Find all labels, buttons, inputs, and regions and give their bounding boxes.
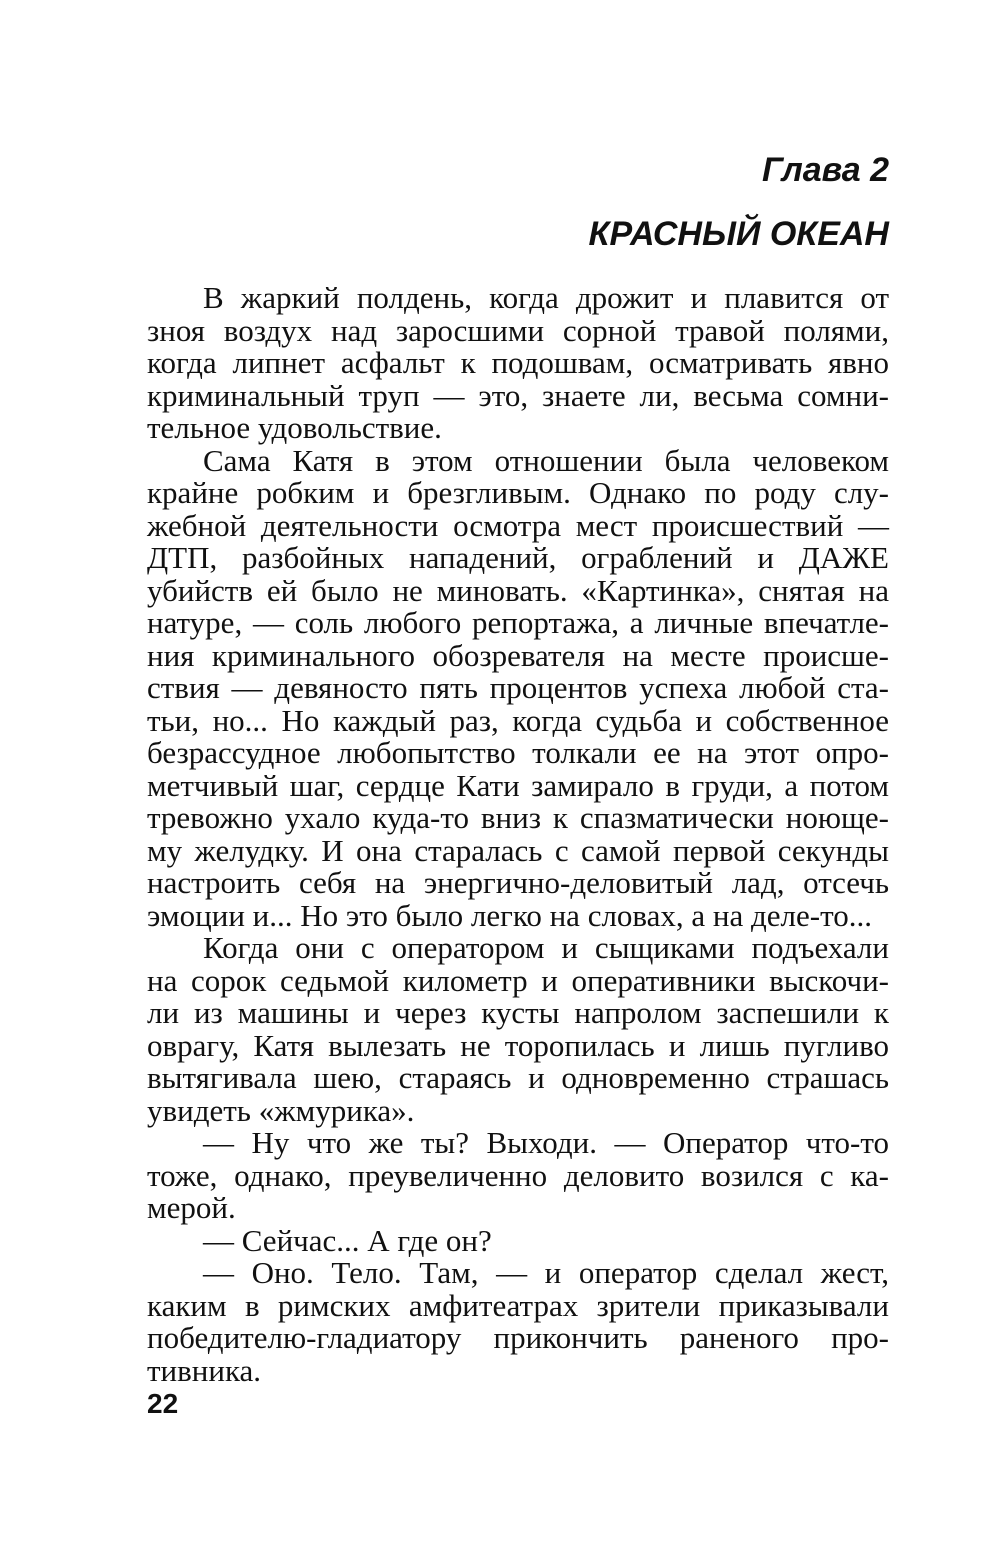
chapter-number: Глава 2 [762,151,889,189]
text-line: эмоции и... Но это было легко на словах, а на деле-то... [147,897,872,933]
page-number: 22 [147,1388,179,1419]
text-line: победителю-гладиатору прикончить раненого про- [147,1320,889,1355]
text-line: — Ну что же ты? Выходи. — Оператор что-то [203,1125,889,1160]
text-line: мерой. [147,1190,236,1225]
text-line: вытягивала шею, стараясь и одновременно страшась [147,1060,889,1095]
text-line: ли из машины и через кусты напролом заспешили к [147,995,889,1030]
text-line: безрассудное любопытство толкали ее на этот опро- [147,735,889,770]
text-line: когда липнет асфальт к подошвам, осматривать явно [147,345,889,380]
text-line: тревожно ухало куда-то вниз к спазматически ноюще- [147,800,889,835]
text-line: ствия — девяносто пять процентов успеха любой ста- [147,670,889,705]
text-line: увидеть «жмурика». [147,1092,415,1128]
chapter-title: КРАСНЫЙ ОКЕАН [588,215,889,253]
text-line: ДТП, разбойных нападений, ограблений и ДАЖЕ [147,540,889,575]
text-line: — Оно. Тело. Там, — и оператор сделал жест, [203,1255,889,1290]
text-line: В жаркий полдень, когда дрожит и плавится от [203,280,889,315]
text-line: настроить себя на энергично-деловитый лад, отсечь [147,865,889,900]
text-line: криминальный труп — это, знаете ли, весьма сомни- [147,377,889,413]
text-line: натуре, — соль любого репортажа, а личные впечатле- [147,605,889,640]
text-line: тоже, однако, преувеличенно деловито возился с ка- [147,1157,889,1193]
text-line: тельное удовольствие. [147,410,442,445]
body-text [147,282,889,1387]
text-line: крайне робким и брезгливым. Однако по роду слу- [147,475,889,510]
text-line: убийств ей было не миновать. «Картинка», снятая на [147,572,889,608]
text-line: оврагу, Катя вылезать не торопилась и лишь пугливо [147,1027,889,1063]
text-line: зноя воздух над заросшими сорной травой полями, [147,312,889,348]
text-line: метчивый шаг, сердце Кати замирало в груди, а потом [147,767,889,803]
text-line: на сорок седьмой километр и оперативники выскочи- [147,962,889,998]
text-line: му желудку. И она старалась с самой первой секунды [147,832,889,868]
text-line: Когда они с оператором и сыщиками подъехали [203,930,889,965]
text-line: ния криминального обозревателя на месте происше- [147,637,889,673]
text-line: жебной деятельности осмотра мест происшествий — [147,507,889,543]
text-line: тьи, но... Но каждый раз, когда судьба и собственное [147,702,889,738]
text-line: — Сейчас... А где он? [203,1222,492,1258]
text-line: каким в римских амфитеатрах зрители приказывали [147,1287,889,1323]
text-line: тивника. [147,1352,262,1388]
text-line: Сама Катя в этом отношении была человеком [203,442,889,478]
